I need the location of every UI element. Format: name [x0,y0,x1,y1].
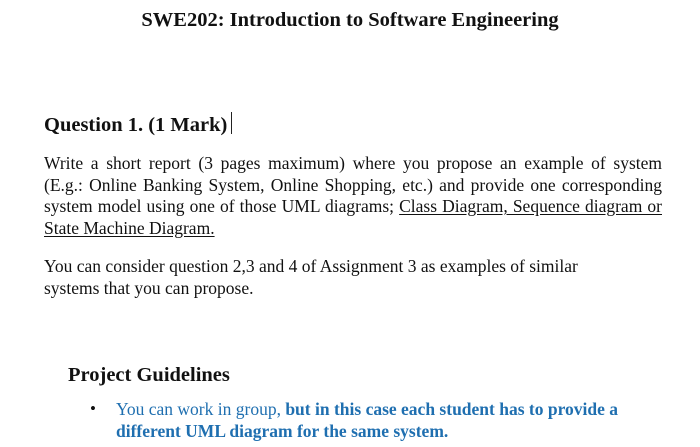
question-paragraph-1 [44,153,662,239]
text-cursor [231,112,232,134]
uml-diagram-options: Class Diagram, Sequence diagram or State Machine Diagram. [44,196,662,238]
guideline-bullet-text [116,398,676,442]
project-guidelines-heading: Project Guidelines [68,364,230,386]
guideline-bold-text: but in this case each student has to provide a different UML diagram for the same system. [116,399,619,441]
course-title: SWE202: Introduction to Software Engineering [141,9,559,31]
question-heading-text: Question 1. (1 Mark) [44,114,228,136]
question-paragraph-2: You can consider question 2,3 and 4 of Assignment 3 as examples of similar systems that you can propose. [44,256,578,298]
guideline-plain-text: You can work in group, [116,399,286,419]
question-heading [44,112,232,138]
bullet-icon: • [90,399,96,418]
question-paragraph-1-text: Write a short report (3 pages maximum) where you propose an example of system (E.g.: Online Banking System, Online Shopping, etc.) and provide one corresponding system model using one of those UML diagrams; [44,153,662,216]
